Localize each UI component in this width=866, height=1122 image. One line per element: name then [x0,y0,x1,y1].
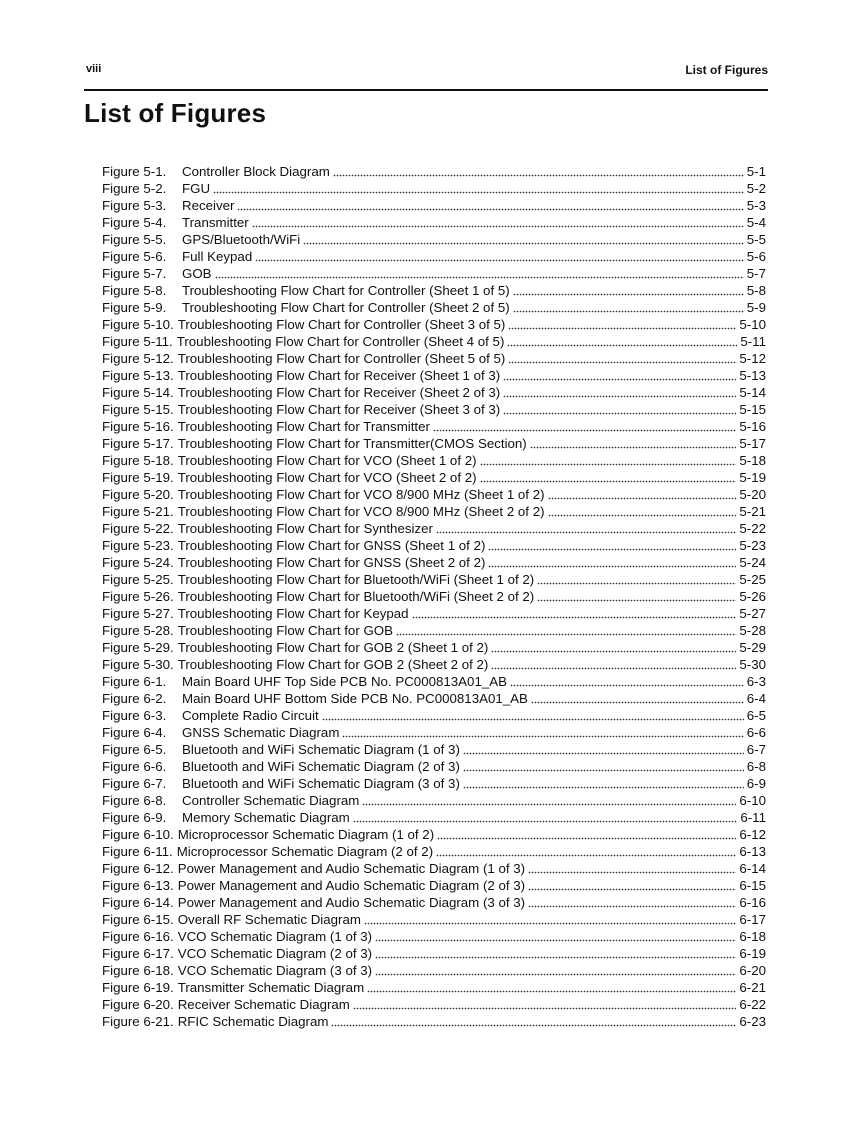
figure-title: Troubleshooting Flow Chart for Receiver (Sheet 2 of 3) [177,385,501,400]
figure-page: 5-24 [739,555,766,570]
dot-leader [213,182,744,194]
figure-title: Troubleshooting Flow Chart for Bluetooth/WiFi (Sheet 2 of 2) [177,589,535,604]
dot-leader [353,811,738,823]
dot-leader [436,522,736,534]
figure-entry[interactable] [102,656,766,673]
figure-title: Troubleshooting Flow Chart for Synthesizer [177,521,433,536]
figure-number: Figure 6-11. [102,844,173,859]
dot-leader [463,743,744,755]
dot-leader [513,284,744,296]
dot-leader [237,199,743,211]
dot-leader [531,692,744,704]
dot-leader [333,165,744,177]
figure-page: 6-8 [746,759,766,774]
figure-entry[interactable] [102,537,766,554]
figure-number: Figure 6-17. [102,946,174,961]
figure-number: Figure 6-5. [102,742,167,757]
dot-leader [375,947,736,959]
figure-entry[interactable] [102,435,766,452]
figure-page: 6-7 [746,742,766,757]
dot-leader [252,216,744,228]
figure-page: 5-3 [746,198,766,213]
figure-entry[interactable] [102,690,766,707]
figure-number: Figure 6-7. [102,776,167,791]
figure-number: Figure 6-9. [102,810,167,825]
dot-leader [342,726,743,738]
figure-entry[interactable] [102,299,766,316]
figure-page: 6-13 [739,844,766,859]
figure-page: 5-23 [739,538,766,553]
figure-entry[interactable] [102,1013,766,1030]
figure-title: Troubleshooting Flow Chart for GOB [177,623,394,638]
figure-number: Figure 6-3. [102,708,167,723]
dot-leader [375,964,736,976]
figure-page: 5-2 [746,181,766,196]
figure-title: VCO Schematic Diagram (1 of 3) [177,929,373,944]
figure-title: Troubleshooting Flow Chart for GNSS (Sheet 2 of 2) [177,555,486,570]
figure-entry[interactable] [102,741,766,758]
dot-leader [503,369,736,381]
figure-number: Figure 6-19. [102,980,174,995]
figure-number: Figure 5-13. [102,368,174,383]
page-number: viii [86,63,102,75]
figure-page: 6-3 [746,674,766,689]
figure-page: 6-9 [746,776,766,791]
dot-leader [215,267,744,279]
figure-number: Figure 5-19. [102,470,174,485]
figure-page: 6-14 [739,861,766,876]
figure-number: Figure 6-4. [102,725,167,740]
dot-leader [488,556,736,568]
figure-number: Figure 5-7. [102,266,167,281]
figure-title: Troubleshooting Flow Chart for Transmitter(CMOS Section) [177,436,527,451]
figure-number: Figure 6-2. [102,691,167,706]
dot-leader [528,862,736,874]
figure-page: 6-11 [740,810,766,825]
figure-number: Figure 5-11. [102,334,173,349]
figure-number: Figure 5-18. [102,453,174,468]
figure-page: 6-5 [746,708,766,723]
figure-page: 6-21 [739,980,766,995]
figure-page: 6-15 [739,878,766,893]
figure-title: VCO Schematic Diagram (2 of 3) [177,946,373,961]
figures-list [102,163,766,1030]
figure-number: Figure 6-18. [102,963,174,978]
figure-title: Troubleshooting Flow Chart for Receiver (Sheet 1 of 3) [177,368,501,383]
running-header-title: List of Figures [685,63,768,77]
figure-page: 6-19 [739,946,766,961]
figure-number: Figure 5-17. [102,436,174,451]
figure-page: 5-4 [746,215,766,230]
figure-title: Memory Schematic Diagram [182,810,350,825]
figure-title: Troubleshooting Flow Chart for Controller (Sheet 1 of 5) [182,283,510,298]
figure-title: Troubleshooting Flow Chart for VCO (Sheet 2 of 2) [177,470,477,485]
figure-title: Transmitter Schematic Diagram [177,980,365,995]
dot-leader [491,658,736,670]
figure-page: 5-13 [739,368,766,383]
figure-entry[interactable] [102,894,766,911]
dot-leader [530,437,737,449]
figure-page: 5-9 [746,300,766,315]
figure-number: Figure 5-15. [102,402,174,417]
figure-page: 6-4 [746,691,766,706]
dot-leader [508,352,736,364]
figure-page: 5-26 [739,589,766,604]
figure-page: 5-29 [739,640,766,655]
figure-title: Troubleshooting Flow Chart for VCO 8/900 MHz (Sheet 2 of 2) [177,504,545,519]
figure-entry[interactable] [102,554,766,571]
figure-entry[interactable] [102,197,766,214]
figure-page: 5-12 [739,351,766,366]
figure-number: Figure 5-21. [102,504,174,519]
dot-leader [503,403,736,415]
figure-number: Figure 5-26. [102,589,174,604]
figure-number: Figure 6-8. [102,793,167,808]
dot-leader [480,471,737,483]
figure-entry[interactable] [102,469,766,486]
dot-leader [463,760,744,772]
figure-title: Microprocessor Schematic Diagram (2 of 2) [176,844,434,859]
figure-title: Microprocessor Schematic Diagram (1 of 2) [177,827,435,842]
figure-number: Figure 5-27. [102,606,174,621]
dot-leader [255,250,744,262]
figure-number: Figure 6-10. [102,827,174,842]
figure-page: 5-20 [739,487,766,502]
figure-title: Overall RF Schematic Diagram [177,912,361,927]
figure-entry[interactable] [102,639,766,656]
figure-entry[interactable] [102,673,766,690]
figure-number: Figure 6-16. [102,929,174,944]
figure-title: RFIC Schematic Diagram [177,1014,329,1029]
figure-title: Troubleshooting Flow Chart for GOB 2 (Sheet 2 of 2) [177,657,489,672]
figure-title: GOB [182,266,212,281]
figure-title: GNSS Schematic Diagram [182,725,340,740]
figure-title: Full Keypad [182,249,253,264]
figure-page: 5-15 [739,402,766,417]
dot-leader [331,1015,736,1027]
figure-page: 5-10 [739,317,766,332]
figure-number: Figure 6-14. [102,895,174,910]
figure-number: Figure 5-30. [102,657,174,672]
dot-leader [367,981,736,993]
figure-entry[interactable] [102,503,766,520]
figure-number: Figure 5-24. [102,555,174,570]
figure-page: 6-16 [739,895,766,910]
figure-entry[interactable] [102,945,766,962]
figure-entry[interactable] [102,384,766,401]
figure-entry[interactable] [102,282,766,299]
figure-title: Troubleshooting Flow Chart for VCO (Sheet 1 of 2) [177,453,477,468]
figure-entry[interactable] [102,707,766,724]
dot-leader [528,896,736,908]
dot-leader [480,454,737,466]
figure-page: 5-30 [739,657,766,672]
figure-entry[interactable] [102,724,766,741]
figure-entry[interactable] [102,962,766,979]
figure-title: Troubleshooting Flow Chart for Controller (Sheet 5 of 5) [177,351,506,366]
figure-entry[interactable] [102,588,766,605]
dot-leader [396,624,736,636]
figure-title: Troubleshooting Flow Chart for Controller (Sheet 2 of 5) [182,300,510,315]
figure-title: Main Board UHF Top Side PCB No. PC000813A01_AB [182,674,507,689]
dot-leader [436,845,736,857]
figure-page: 6-17 [739,912,766,927]
figure-page: 6-18 [739,929,766,944]
figure-entry[interactable] [102,809,766,826]
figure-title: Troubleshooting Flow Chart for Bluetooth/WiFi (Sheet 1 of 2) [177,572,535,587]
figure-entry[interactable] [102,928,766,945]
figure-number: Figure 6-1. [102,674,167,689]
figure-page: 6-20 [739,963,766,978]
figure-number: Figure 5-12. [102,351,174,366]
figure-number: Figure 5-16. [102,419,174,434]
dot-leader [548,505,737,517]
figure-page: 5-14 [739,385,766,400]
figure-title: Bluetooth and WiFi Schematic Diagram (2 of 3) [182,759,460,774]
figure-page: 5-18 [739,453,766,468]
figure-entry[interactable] [102,452,766,469]
figure-entry[interactable] [102,248,766,265]
figure-entry[interactable] [102,214,766,231]
figure-number: Figure 5-9. [102,300,167,315]
figure-page: 5-21 [739,504,766,519]
dot-leader [508,318,736,330]
figure-title: Main Board UHF Bottom Side PCB No. PC000813A01_AB [182,691,528,706]
dot-leader [507,335,737,347]
figure-entry[interactable] [102,571,766,588]
figure-title: Power Management and Audio Schematic Diagram (1 of 3) [177,861,526,876]
header-rule [84,89,768,91]
dot-leader [353,998,736,1010]
dot-leader [364,913,736,925]
figure-entry[interactable] [102,401,766,418]
figure-title: Bluetooth and WiFi Schematic Diagram (3 of 3) [182,776,460,791]
dot-leader [463,777,744,789]
figure-number: Figure 5-22. [102,521,174,536]
figure-page: 5-11 [740,334,766,349]
dot-leader [412,607,737,619]
figure-title: Receiver [182,198,235,213]
figure-entry[interactable] [102,775,766,792]
figure-number: Figure 6-13. [102,878,174,893]
figure-number: Figure 5-20. [102,487,174,502]
figure-page: 5-1 [746,164,766,179]
figure-title: Controller Schematic Diagram [182,793,360,808]
figure-number: Figure 6-6. [102,759,167,774]
figure-entry[interactable] [102,911,766,928]
dot-leader [375,930,736,942]
figure-page: 5-27 [739,606,766,621]
figure-page: 5-16 [739,419,766,434]
figure-entry[interactable] [102,860,766,877]
dot-leader [303,233,744,245]
figure-title: Power Management and Audio Schematic Diagram (3 of 3) [177,895,526,910]
figure-title: GPS/Bluetooth/WiFi [182,232,301,247]
figure-number: Figure 6-21. [102,1014,174,1029]
dot-leader [433,420,736,432]
figure-entry[interactable] [102,265,766,282]
figure-number: Figure 6-20. [102,997,174,1012]
figure-entry[interactable] [102,180,766,197]
figure-number: Figure 5-8. [102,283,167,298]
figure-entry[interactable] [102,622,766,639]
figure-page: 5-5 [746,232,766,247]
figure-title: Complete Radio Circuit [182,708,319,723]
figure-number: Figure 5-10. [102,317,174,332]
figure-title: Troubleshooting Flow Chart for Controller (Sheet 3 of 5) [177,317,506,332]
figure-number: Figure 5-3. [102,198,167,213]
figure-page: 5-28 [739,623,766,638]
figure-number: Figure 5-28. [102,623,174,638]
figure-entry[interactable] [102,231,766,248]
figure-entry[interactable] [102,350,766,367]
dot-leader [528,879,736,891]
dot-leader [491,641,736,653]
figure-entry[interactable] [102,163,766,180]
figure-title: Troubleshooting Flow Chart for Transmitter [177,419,430,434]
figure-title: Troubleshooting Flow Chart for GNSS (Sheet 1 of 2) [177,538,486,553]
figure-page: 5-17 [739,436,766,451]
dot-leader [362,794,736,806]
figure-page: 6-6 [746,725,766,740]
figure-title: Controller Block Diagram [182,164,330,179]
figure-title: Power Management and Audio Schematic Diagram (2 of 3) [177,878,526,893]
figure-title: Bluetooth and WiFi Schematic Diagram (1 of 3) [182,742,460,757]
figure-page: 5-22 [739,521,766,536]
dot-leader [437,828,736,840]
figure-entry[interactable] [102,486,766,503]
figure-page: 5-25 [739,572,766,587]
figure-entry[interactable] [102,367,766,384]
figure-page: 5-6 [746,249,766,264]
figure-title: Troubleshooting Flow Chart for VCO 8/900 MHz (Sheet 1 of 2) [177,487,545,502]
figure-entry[interactable] [102,520,766,537]
figure-entry[interactable] [102,843,766,860]
figure-number: Figure 5-23. [102,538,174,553]
dot-leader [503,386,736,398]
figure-number: Figure 6-15. [102,912,174,927]
figure-number: Figure 5-25. [102,572,174,587]
figure-number: Figure 5-1. [102,164,167,179]
figure-entry[interactable] [102,333,766,350]
page-title: List of Figures [84,98,267,128]
figure-page: 6-12 [739,827,766,842]
figure-entry[interactable] [102,877,766,894]
figure-number: Figure 5-6. [102,249,167,264]
figure-number: Figure 6-12. [102,861,174,876]
figure-number: Figure 5-4. [102,215,167,230]
figure-entry[interactable] [102,605,766,622]
figure-title: Receiver Schematic Diagram [177,997,350,1012]
figure-number: Figure 5-14. [102,385,174,400]
figure-page: 5-7 [746,266,766,281]
figure-page: 5-19 [739,470,766,485]
figure-entry[interactable] [102,418,766,435]
figure-number: Figure 5-29. [102,640,174,655]
figure-entry[interactable] [102,316,766,333]
figure-title: VCO Schematic Diagram (3 of 3) [177,963,373,978]
figure-page: 5-8 [746,283,766,298]
figure-number: Figure 5-5. [102,232,167,247]
figure-entry[interactable] [102,826,766,843]
dot-leader [537,590,736,602]
dot-leader [537,573,736,585]
figure-entry[interactable] [102,996,766,1013]
figure-page: 6-23 [739,1014,766,1029]
figure-entry[interactable] [102,758,766,775]
figure-entry[interactable] [102,979,766,996]
figure-title: Troubleshooting Flow Chart for Keypad [177,606,409,621]
figure-page: 6-10 [739,793,766,808]
figure-title: Troubleshooting Flow Chart for GOB 2 (Sheet 1 of 2) [177,640,489,655]
dot-leader [510,675,744,687]
figure-title: Transmitter [182,215,249,230]
figure-title: FGU [182,181,211,196]
figure-title: Troubleshooting Flow Chart for Receiver (Sheet 3 of 3) [177,402,501,417]
figure-page: 6-22 [739,997,766,1012]
dot-leader [548,488,737,500]
figure-title: Troubleshooting Flow Chart for Controller (Sheet 4 of 5) [176,334,505,349]
dot-leader [322,709,744,721]
figure-entry[interactable] [102,792,766,809]
dot-leader [488,539,736,551]
dot-leader [513,301,744,313]
figure-number: Figure 5-2. [102,181,167,196]
